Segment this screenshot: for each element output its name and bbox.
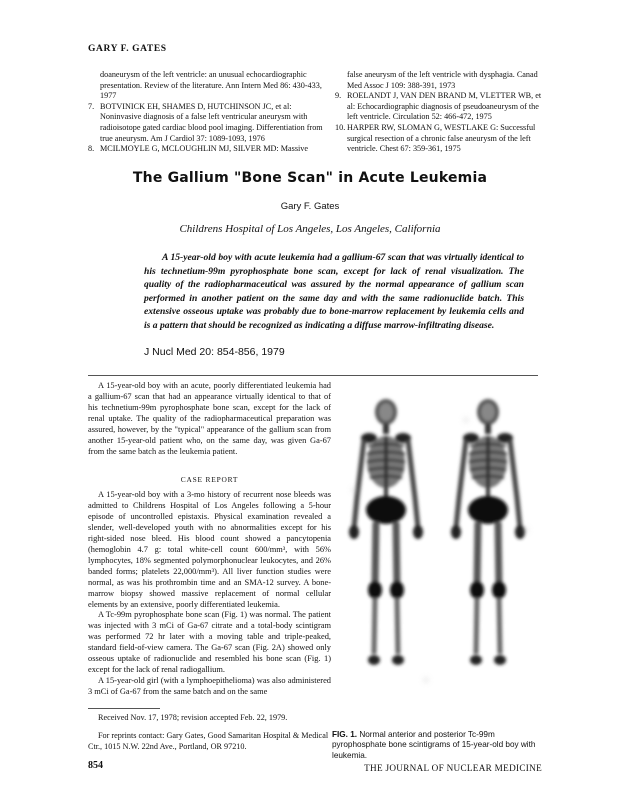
- bone-scintigram-figure: [336, 380, 542, 710]
- footnote-divider: [88, 708, 160, 709]
- reference-item: doaneurysm of the left ventricle: an unusual echocardiographic presentation. Review of the literature. Ann Intern Med 86: 430-433, 1977: [100, 70, 322, 101]
- figure-caption: FIG. 1. Normal anterior and posterior Tc-99m pyrophosphate bone scintigrams of 15-year-old boy with leukemia.: [332, 730, 536, 760]
- case-report-heading: CASE REPORT: [180, 475, 239, 484]
- body-paragraph: A 15-year-old girl (with a lymphoepithelioma) was also administered 3 mCi of Ga-67 from the same batch and on the same: [88, 676, 331, 697]
- journal-name: THE JOURNAL OF NUCLEAR MEDICINE: [364, 763, 542, 773]
- footnote-reprints: For reprints contact: Gary Gates, Good Samaritan Hospital & Medical Ctr., 1015 N.W. 22nd Ave., Portland, OR 97210.: [88, 731, 329, 751]
- reference-item: false aneurysm of the left ventricle with dysphagia. Canad Med Assoc J 109: 388-391, 1973: [347, 70, 538, 90]
- reference-item: 7. BOTVINICK EH, SHAMES D, HUTCHINSON JC, et al: Noninvasive diagnosis of a false left ventricular aneurysm with radioisotope gated cardiac blood pool imaging. Differentiation from true aneurysm. Am J Cardiol 37: 1089-1093, 1976: [88, 101, 323, 143]
- references-right-column: [335, 70, 543, 155]
- body-paragraph: A Tc-99m pyrophosphate bone scan (Fig. 1) was normal. The patient was injected with 3 mCi of Ga-67 citrate and a total-body scintigram was performed 72 hr later with a moving table and triple-peaked, standard field-of-view camera. The Ga-67 scan (Fig. 2A) showed only osseous uptake of radionuclide and resembled his bone scan (Fig. 1) except for the lack of renal radiogallium.: [88, 610, 331, 675]
- footnote-received: Received Nov. 17, 1978; revision accepted Feb. 22, 1979.: [98, 713, 288, 722]
- reference-item: 9. ROELANDT J, VAN DEN BRAND M, VLETTER WB, et al: Echocardiographic diagnosis of pseudoaneurysm of the left ventricle. Circulation 52: 466-472, 1975: [335, 91, 542, 122]
- article-author: Gary F. Gates: [280, 201, 340, 212]
- journal-citation: J Nucl Med 20: 854-856, 1979: [144, 346, 285, 358]
- case-report-body: [88, 490, 331, 698]
- article-title: The Gallium "Bone Scan" in Acute Leukemia: [132, 170, 488, 186]
- section-divider: [88, 375, 538, 376]
- running-head: GARY F. GATES: [88, 44, 167, 54]
- author-affiliation: Childrens Hospital of Los Angeles, Los Angeles, California: [179, 223, 441, 235]
- intro-paragraph: A 15-year-old boy with an acute, poorly differentiated leukemia had a gallium-67 scan that had an appearance virtually identical to that of his technetium-99m pyrophosphate bone scan, except for the lack of renal uptake. The quality of the radiopharmaceutical preparation was assured, however, by the "typical" appearance of the gallium scan from another 15-year-old patient who, on the same day, was given Ga-67 from the same batch as the leukemia patient.: [88, 381, 331, 456]
- reference-item: 10. HARPER RW, SLOMAN G, WESTLAKE G: Successful surgical resection of a chronic false aneurysm of the left ventricle. Chest 67: 359-361, 1975: [335, 122, 536, 154]
- abstract: A 15-year-old boy with acute leukemia had a gallium-67 scan that was virtually identical to his technetium-99m pyrophosphate bone scan, except for lack of renal visualization. The quality of the radiopharmaceutical was assured by the normal appearance of gallium scan performed in another patient on the same day and with the same radionuclide batch. This extensive osseous uptake was probably due to bone-marrow replacement by leukemia cells and is a pattern that should be recognized as indicating a diffuse marrow-infiltrating disease.: [144, 252, 524, 331]
- body-paragraph: A 15-year-old boy with a 3-mo history of recurrent nose bleeds was admitted to Childrens Hospital of Los Angeles following a 5-hour episode of uncontrolled epistaxis. Physical examination revealed a slender, well-developed youth with no abnormalities except for his right-sided nose bleed. His blood count showed a pancytopenia (hemoglobin 4.7 g: total white-cell count 600/mm³, with 56% lymphocytes, 18% segmented polymorphonuclear leukocytes, and 26% banded forms; platelets 22,000/mm³). All liver function studies were normal, as was his prothrombin time and an SMA-12 survey. A bone-marrow biopsy showed massive replacement of normal cellular elements by an extensive, poorly differentiated leukemia.: [88, 490, 331, 609]
- page-number: 854: [88, 760, 103, 771]
- reference-item: 8. MCILMOYLE G, MCLOUGHLIN MJ, SILVER MD: Massive: [88, 144, 309, 154]
- references-left-column: [88, 70, 328, 155]
